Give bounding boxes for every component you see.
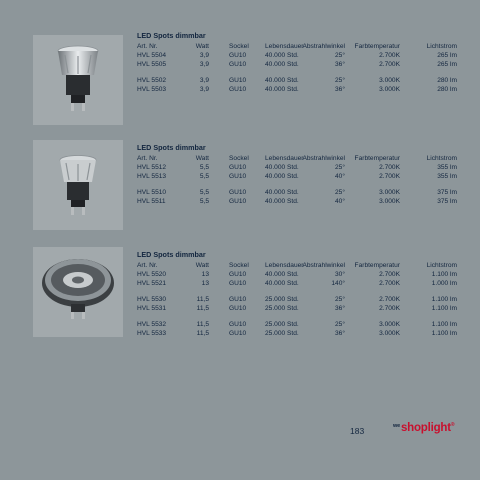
table-cell: HVL 5530 [137, 296, 167, 303]
table-row [137, 172, 457, 181]
table-cell: 2.700K [379, 280, 400, 287]
table-row [137, 279, 457, 288]
table-cell: 30° [335, 271, 345, 278]
table-cell: HVL 5510 [137, 189, 167, 196]
table-cell: 11,5 [196, 330, 209, 337]
table-row [137, 85, 457, 94]
table-cell: GU10 [229, 61, 247, 68]
table-cell: 265 lm [437, 52, 457, 59]
product-image-3 [33, 247, 123, 337]
table-cell: 40.000 Std. [265, 86, 299, 93]
product-image-1 [33, 35, 123, 125]
table-cell: Watt [195, 43, 209, 50]
table-cell: HVL 5531 [137, 305, 167, 312]
table-header-row [137, 261, 457, 270]
table-cell: 25.000 Std. [265, 330, 299, 337]
table-cell: Watt [195, 155, 209, 162]
table-cell: 3.000K [379, 330, 400, 337]
logo-prefix: we [393, 423, 400, 429]
table-cell: 36° [335, 61, 345, 68]
table-cell: 1.000 lm [431, 280, 457, 287]
table-cell: 3.000K [379, 86, 400, 93]
page-number: 183 [350, 426, 365, 436]
table-cell: Sockel [229, 43, 249, 50]
table-cell: GU10 [229, 271, 247, 278]
table-cell: Art. Nr. [137, 155, 158, 162]
product-table-3 [137, 250, 457, 338]
table-cell: 40.000 Std. [265, 164, 299, 171]
table-cell: HVL 5503 [137, 86, 167, 93]
table-cell: 25.000 Std. [265, 321, 299, 328]
table-cell: 25° [335, 189, 345, 196]
table-cell: GU10 [229, 198, 247, 205]
table-cell: 3,9 [199, 61, 209, 68]
gu10-led-spot-image [33, 35, 123, 125]
shoplight-logo [393, 422, 454, 434]
table-cell: GU10 [229, 77, 247, 84]
section-title: LED Spots dimmbar [137, 31, 206, 40]
table-cell: 11,5 [196, 296, 209, 303]
table-row [137, 60, 457, 69]
table-cell: 2.700K [379, 61, 400, 68]
table-cell: 13 [201, 280, 209, 287]
table-row [137, 197, 457, 206]
table-cell: Lebensdauer [265, 43, 304, 50]
table-cell: Lichtstrom [426, 155, 457, 162]
table-cell: 40.000 Std. [265, 198, 299, 205]
product-table-1 [137, 31, 457, 94]
table-cell: HVL 5521 [137, 280, 167, 287]
table-cell: 40.000 Std. [265, 77, 299, 84]
table-cell: 40.000 Std. [265, 189, 299, 196]
table-cell: GU10 [229, 189, 247, 196]
table-cell: Sockel [229, 262, 249, 269]
product-table-2 [137, 143, 457, 206]
table-cell: 11,5 [196, 321, 209, 328]
table-cell: 280 lm [437, 77, 457, 84]
table-cell: 3,9 [199, 52, 209, 59]
table-cell: 1.100 lm [431, 271, 457, 278]
table-cell: Farbtemperatur [354, 262, 400, 269]
table-cell: HVL 5504 [137, 52, 167, 59]
table-cell: HVL 5511 [137, 198, 166, 205]
table-cell: GU10 [229, 173, 247, 180]
table-cell: Farbtemperatur [354, 43, 400, 50]
table-cell: Abstrahlwinkel [302, 155, 345, 162]
table-cell: Watt [195, 262, 209, 269]
table-cell: Farbtemperatur [354, 155, 400, 162]
table-cell: HVL 5513 [137, 173, 167, 180]
table-cell: HVL 5502 [137, 77, 167, 84]
table-cell: 375 lm [437, 198, 457, 205]
table-cell: GU10 [229, 305, 247, 312]
table-cell: GU10 [229, 296, 247, 303]
table-cell: Lichtstrom [426, 262, 457, 269]
table-cell: 1.100 lm [431, 296, 457, 303]
table-cell: GU10 [229, 86, 247, 93]
table-cell: 40.000 Std. [265, 61, 299, 68]
table-cell: 5,5 [199, 189, 209, 196]
table-row [137, 329, 457, 338]
table-cell: 25° [335, 77, 345, 84]
table-cell: Lebensdauer [265, 155, 304, 162]
table-header-row [137, 154, 457, 163]
table-cell: Abstrahlwinkel [302, 262, 345, 269]
table-cell: Art. Nr. [137, 43, 158, 50]
table-cell: 5,5 [199, 198, 209, 205]
table-row [137, 163, 457, 172]
table-cell: 3,9 [199, 86, 209, 93]
table-cell: 40.000 Std. [265, 52, 299, 59]
table-cell: 355 lm [437, 173, 457, 180]
table-cell: 2.700K [379, 164, 400, 171]
table-cell: 1.100 lm [431, 330, 457, 337]
table-cell: 25° [335, 296, 345, 303]
table-cell: 13 [201, 271, 209, 278]
gu10-led-spot-image [33, 140, 123, 230]
table-cell: HVL 5512 [137, 164, 167, 171]
table-row [137, 188, 457, 197]
table-cell: 375 lm [437, 189, 457, 196]
table-row [137, 51, 457, 60]
table-cell: 265 lm [437, 61, 457, 68]
table-cell: GU10 [229, 321, 247, 328]
ar111-led-spot-image [33, 247, 123, 337]
table-cell: 2.700K [379, 271, 400, 278]
table-cell: GU10 [229, 164, 247, 171]
table-row [137, 320, 457, 329]
table-cell: 25° [335, 52, 345, 59]
table-cell: 3.000K [379, 77, 400, 84]
table-row [137, 270, 457, 279]
table-cell: 5,5 [199, 164, 209, 171]
table-cell: 36° [335, 86, 345, 93]
table-cell: 280 lm [437, 86, 457, 93]
logo-brand: shoplight [400, 422, 451, 434]
table-cell: HVL 5520 [137, 271, 167, 278]
table-cell: 2.700K [379, 296, 400, 303]
table-cell: Lebensdauer [265, 262, 304, 269]
table-cell: Lichtstrom [426, 43, 457, 50]
table-cell: 2.700K [379, 52, 400, 59]
table-cell: 1.100 lm [431, 321, 457, 328]
section-title: LED Spots dimmbar [137, 143, 206, 152]
table-cell: 25.000 Std. [265, 305, 299, 312]
table-cell: 2.700K [379, 305, 400, 312]
table-cell: 3.000K [379, 189, 400, 196]
table-cell: 40.000 Std. [265, 173, 299, 180]
logo-registered-mark: ® [450, 422, 455, 428]
table-cell: 25.000 Std. [265, 296, 299, 303]
table-row [137, 295, 457, 304]
table-cell: GU10 [229, 280, 247, 287]
table-cell: HVL 5532 [137, 321, 167, 328]
table-cell: 1.100 lm [431, 305, 457, 312]
table-cell: Art. Nr. [137, 262, 158, 269]
table-cell: 25° [335, 164, 345, 171]
table-cell: GU10 [229, 52, 247, 59]
table-row [137, 76, 457, 85]
table-cell: GU10 [229, 330, 247, 337]
table-cell: 40° [335, 173, 345, 180]
table-cell: 25° [335, 321, 345, 328]
table-cell: 3.000K [379, 198, 400, 205]
table-cell: 11,5 [196, 305, 209, 312]
table-cell: 3.000K [379, 321, 400, 328]
table-cell: 355 lm [437, 164, 457, 171]
table-row [137, 304, 457, 313]
table-cell: Sockel [229, 155, 249, 162]
product-image-2 [33, 140, 123, 230]
table-cell: Abstrahlwinkel [302, 43, 345, 50]
table-cell: 36° [335, 305, 345, 312]
table-cell: 140° [331, 280, 345, 287]
table-header-row [137, 42, 457, 51]
table-cell: 40° [335, 198, 345, 205]
table-cell: 5,5 [199, 173, 209, 180]
table-cell: 40.000 Std. [265, 280, 299, 287]
section-title: LED Spots dimmbar [137, 250, 206, 259]
table-cell: 36° [335, 330, 345, 337]
table-cell: HVL 5533 [137, 330, 167, 337]
table-cell: HVL 5505 [137, 61, 167, 68]
table-cell: 2.700K [379, 173, 400, 180]
table-cell: 40.000 Std. [265, 271, 299, 278]
table-cell: 3,9 [199, 77, 209, 84]
